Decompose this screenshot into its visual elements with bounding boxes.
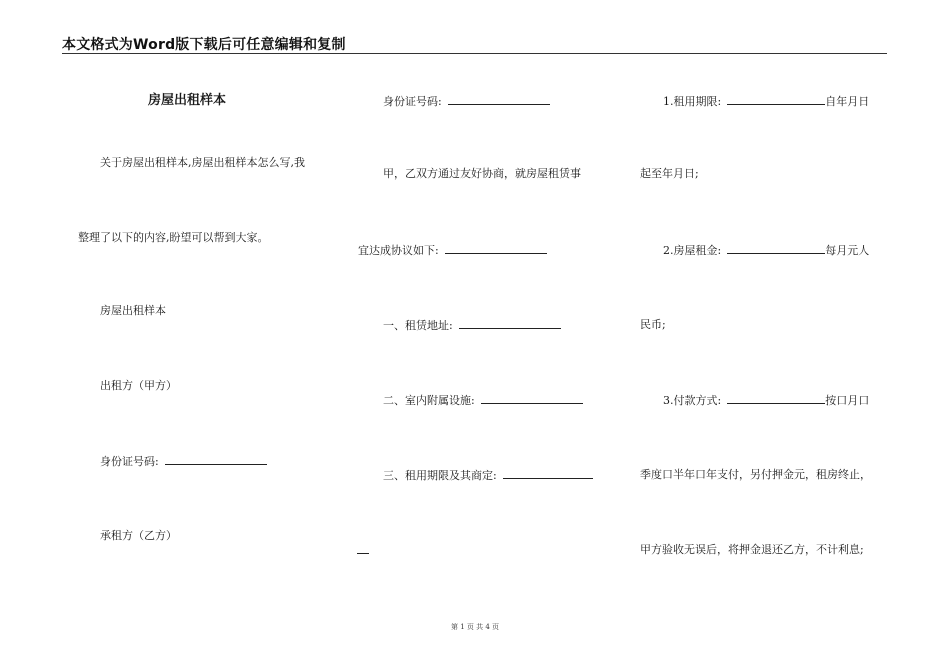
term-suffix: 自年月日 <box>825 95 870 108</box>
item-3-lease-term <box>383 468 593 483</box>
agreement-blank <box>445 243 547 254</box>
item-2-facilities <box>383 393 583 408</box>
term-continuation: 起至年月日; <box>640 167 699 180</box>
item-3-label: 三、租用期限及其商定: <box>383 469 497 482</box>
payment-continuation-2: 甲方验收无误后，将押金退还乙方，不计利息; <box>640 543 864 556</box>
payment-blank <box>727 393 825 404</box>
rent-label: 2.房屋租金: <box>663 244 722 257</box>
lessor-id-field <box>100 454 267 469</box>
rent-blank <box>727 243 825 254</box>
document-title: 房屋出租样本 <box>148 93 227 108</box>
page-number: 第 1 页 共 4 页 <box>450 623 500 631</box>
trailing-dash <box>357 553 369 554</box>
section-subtitle: 房屋出租样本 <box>100 304 166 317</box>
rent-continuation: 民币; <box>640 318 666 331</box>
payment-label: 3.付款方式: <box>663 394 722 407</box>
lessee-id-blank <box>448 94 550 105</box>
document-header: 本文格式为Word版下载后可任意编辑和复制 <box>62 37 346 53</box>
payment-continuation-1: 季度口半年口年支付，另付押金元，租房终止， <box>640 468 871 481</box>
agreement-line-1: 甲，乙双方通过友好协商，就房屋租赁事 <box>383 167 581 180</box>
item-2-label: 二、室内附属设施: <box>383 394 475 407</box>
lessor-id-label: 身份证号码: <box>100 455 159 468</box>
rent-suffix: 每月元人 <box>825 244 870 257</box>
payment-suffix: 按口月口 <box>825 394 870 407</box>
item-2-blank <box>481 393 583 404</box>
lessor-id-blank <box>165 454 267 465</box>
item-1-blank <box>459 318 561 329</box>
payment-line <box>663 393 869 408</box>
lessee-id-label: 身份证号码: <box>383 95 442 108</box>
lessee-id-field <box>383 94 550 109</box>
term-label: 1.租用期限: <box>663 95 722 108</box>
agreement-line-2-text: 宜达成协议如下: <box>358 244 439 257</box>
intro-line-2: 整理了以下的内容,盼望可以帮到大家。 <box>78 231 269 244</box>
lessee-label: 承租方（乙方） <box>100 529 177 542</box>
rent-line <box>663 243 869 258</box>
header-rule <box>62 53 887 54</box>
term-line <box>663 94 869 109</box>
agreement-line-2 <box>358 243 547 258</box>
item-3-blank <box>503 468 593 479</box>
term-blank <box>727 94 825 105</box>
item-1-label: 一、租赁地址: <box>383 319 453 332</box>
intro-line-1: 关于房屋出租样本,房屋出租样本怎么写,我 <box>100 156 305 169</box>
lessor-label: 出租方（甲方） <box>100 379 177 392</box>
item-1-rental-address <box>383 318 561 333</box>
